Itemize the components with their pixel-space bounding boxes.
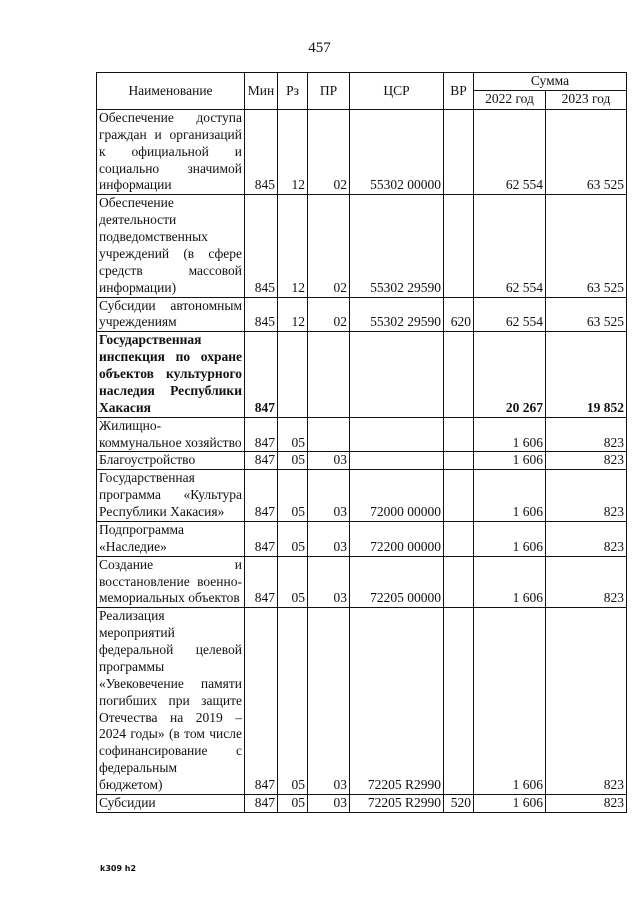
row-csr: 72205 R2990 — [350, 608, 444, 795]
row-sum-2023: 19 852 — [546, 332, 627, 417]
row-sum-2023: 823 — [546, 794, 627, 812]
footer-code: k309 h2 — [100, 864, 137, 873]
table-row — [97, 297, 627, 332]
row-rz: 05 — [278, 794, 308, 812]
row-min: 847 — [245, 470, 278, 522]
row-vr — [444, 195, 474, 297]
row-vr — [444, 109, 474, 194]
row-rz: 05 — [278, 417, 308, 452]
row-sum-2022: 1 606 — [474, 608, 546, 795]
table-row — [97, 521, 627, 556]
col-header-min: Мин — [245, 73, 278, 110]
row-sum-2022: 1 606 — [474, 521, 546, 556]
row-min: 847 — [245, 608, 278, 795]
row-rz: 12 — [278, 109, 308, 194]
row-rz: 05 — [278, 470, 308, 522]
row-csr: 55302 29590 — [350, 195, 444, 297]
row-sum-2022: 62 554 — [474, 109, 546, 194]
table-row — [97, 608, 627, 795]
row-sum-2023: 823 — [546, 556, 627, 608]
row-vr — [444, 417, 474, 452]
row-name: Подпрограмма «Наследие» — [97, 521, 245, 556]
row-rz: 05 — [278, 521, 308, 556]
table-row — [97, 417, 627, 452]
row-name: Создание и восстановление военно-мемориальных объектов — [97, 556, 245, 608]
row-vr — [444, 470, 474, 522]
row-csr: 55302 29590 — [350, 297, 444, 332]
table-row — [97, 195, 627, 297]
row-csr — [350, 452, 444, 470]
row-csr: 72205 00000 — [350, 556, 444, 608]
row-sum-2022: 1 606 — [474, 452, 546, 470]
row-name: Обеспечение доступа граждан и организаций к официальной и социально значимой информации — [97, 109, 245, 194]
row-vr: 620 — [444, 297, 474, 332]
row-min: 847 — [245, 521, 278, 556]
row-sum-2022: 1 606 — [474, 470, 546, 522]
row-csr: 72000 00000 — [350, 470, 444, 522]
row-pr: 03 — [308, 470, 350, 522]
row-sum-2022: 1 606 — [474, 794, 546, 812]
row-pr: 03 — [308, 556, 350, 608]
row-name: Обеспечение деятельности подведомственных учреждений (в сфере средств массовой информации) — [97, 195, 245, 297]
row-sum-2023: 63 525 — [546, 109, 627, 194]
row-pr — [308, 332, 350, 417]
row-pr: 03 — [308, 794, 350, 812]
row-rz — [278, 332, 308, 417]
row-sum-2022: 1 606 — [474, 417, 546, 452]
col-header-vr: ВР — [444, 73, 474, 110]
row-sum-2022: 62 554 — [474, 195, 546, 297]
row-pr: 02 — [308, 195, 350, 297]
col-header-csr: ЦСР — [350, 73, 444, 110]
col-header-2023: 2023 год — [546, 90, 627, 109]
header-row-top — [97, 73, 627, 91]
row-name: Государственная инспекция по охране объектов культурного наследия Республики Хакасия — [97, 332, 245, 417]
row-pr: 02 — [308, 297, 350, 332]
row-csr: 72205 R2990 — [350, 794, 444, 812]
table-row — [97, 452, 627, 470]
row-pr: 02 — [308, 109, 350, 194]
row-sum-2023: 823 — [546, 608, 627, 795]
row-sum-2023: 63 525 — [546, 195, 627, 297]
row-min: 847 — [245, 417, 278, 452]
row-name: Государственная программа «Культура Республики Хакасия» — [97, 470, 245, 522]
col-header-rz: Рз — [278, 73, 308, 110]
row-pr — [308, 417, 350, 452]
row-sum-2022: 62 554 — [474, 297, 546, 332]
row-pr: 03 — [308, 608, 350, 795]
row-vr — [444, 332, 474, 417]
row-min: 845 — [245, 195, 278, 297]
col-header-name: Наименование — [97, 73, 245, 110]
row-name: Субсидии автономным учреждениям — [97, 297, 245, 332]
row-vr — [444, 521, 474, 556]
row-csr: 55302 00000 — [350, 109, 444, 194]
row-rz: 12 — [278, 297, 308, 332]
table-row — [97, 794, 627, 812]
row-rz: 12 — [278, 195, 308, 297]
page-number: 457 — [308, 40, 331, 56]
table-row — [97, 109, 627, 194]
row-rz: 05 — [278, 556, 308, 608]
row-pr: 03 — [308, 521, 350, 556]
row-sum-2023: 823 — [546, 470, 627, 522]
row-rz: 05 — [278, 608, 308, 795]
col-header-2022: 2022 год — [474, 90, 546, 109]
table-row — [97, 332, 627, 417]
row-vr — [444, 608, 474, 795]
row-name: Реализация мероприятий федеральной целевой программы «Увековечение памяти погибших при защите Отечества на 2019 – 2024 годы» (в том числе софинансирование с федеральным бюджетом) — [97, 608, 245, 795]
table-row — [97, 470, 627, 522]
row-min: 845 — [245, 109, 278, 194]
row-csr — [350, 332, 444, 417]
row-sum-2023: 63 525 — [546, 297, 627, 332]
row-sum-2023: 823 — [546, 521, 627, 556]
table-row — [97, 556, 627, 608]
row-name: Субсидии — [97, 794, 245, 812]
row-rz: 05 — [278, 452, 308, 470]
row-sum-2023: 823 — [546, 417, 627, 452]
row-pr: 03 — [308, 452, 350, 470]
row-name: Благоустройство — [97, 452, 245, 470]
row-sum-2022: 1 606 — [474, 556, 546, 608]
row-min: 847 — [245, 556, 278, 608]
budget-table — [96, 72, 627, 813]
row-csr: 72200 00000 — [350, 521, 444, 556]
row-vr: 520 — [444, 794, 474, 812]
col-header-sum: Сумма — [474, 73, 627, 91]
row-sum-2023: 823 — [546, 452, 627, 470]
col-header-pr: ПР — [308, 73, 350, 110]
row-vr — [444, 452, 474, 470]
row-name: Жилищно-коммунальное хозяйство — [97, 417, 245, 452]
row-min: 847 — [245, 332, 278, 417]
row-min: 847 — [245, 452, 278, 470]
row-min: 845 — [245, 297, 278, 332]
row-csr — [350, 417, 444, 452]
row-vr — [444, 556, 474, 608]
row-min: 847 — [245, 794, 278, 812]
row-sum-2022: 20 267 — [474, 332, 546, 417]
